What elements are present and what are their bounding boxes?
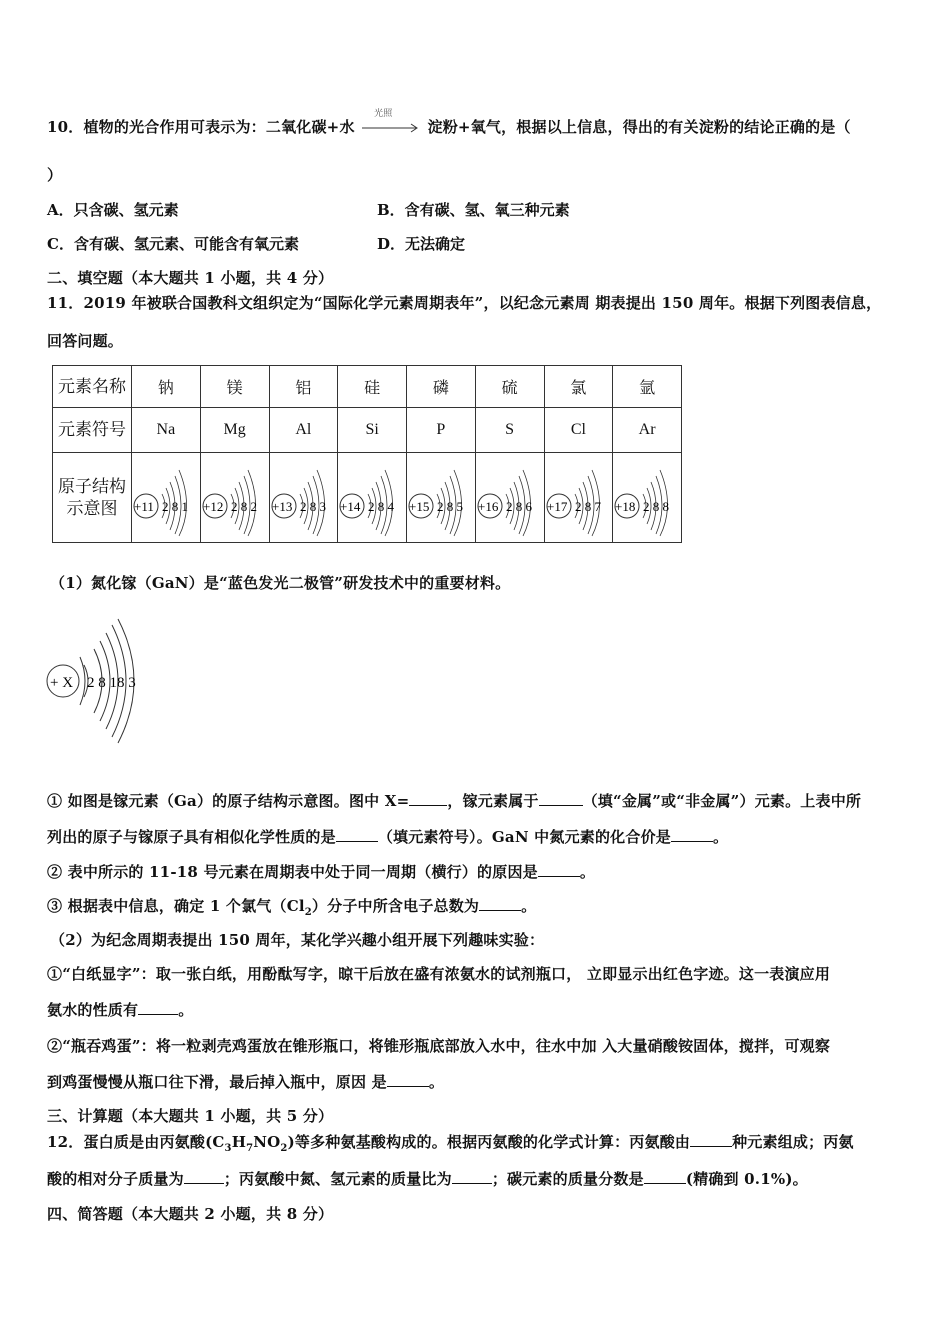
sub1-text-d: 列出的原子与镓原子具有相似化学性质的是 (47, 828, 336, 846)
element-symbol-cell: S (475, 408, 544, 453)
element-name-row (53, 366, 682, 408)
structure-header-line1: 原子结构 (58, 476, 126, 497)
atom-structure-row (53, 453, 682, 543)
sub1-text-f: 。 (712, 828, 729, 846)
sub3-text-c: 。 (521, 897, 537, 915)
element-name-cell: 氯 (544, 366, 613, 408)
structure-header (53, 453, 132, 543)
nucleus-charge-label: +13 (271, 498, 292, 514)
q12-line2 (47, 1168, 808, 1189)
q12-text-d: )等多种氨基酸构成的。根据丙氨酸的化学式计算：丙氨酸由 (287, 1133, 691, 1151)
section2-title: 二、填空题（本大题共 1 小题，共 4 分） (47, 269, 334, 287)
q11-exp2-line2 (47, 1071, 444, 1092)
q11-sub1-line1 (47, 790, 861, 811)
atom-diagram-cell (407, 453, 476, 543)
shell-electron-label: 2 8 8 (643, 498, 670, 514)
atom-diagram-cell (613, 453, 682, 543)
q10-text-before: 10．植物的光合作用可表示为：二氧化碳+水 (47, 118, 355, 136)
q12-text-e: 种元素组成；丙氨 (732, 1133, 854, 1151)
atom-diagram (338, 458, 408, 538)
answer-blank-electrons[interactable] (479, 896, 521, 911)
answer-blank-metal[interactable] (539, 791, 583, 806)
ga-nucleus-label: + X (50, 675, 74, 691)
q10-option-b[interactable]: B．含有碳、氢、氧三种元素 (377, 201, 570, 219)
atom-diagram-cell (544, 453, 613, 543)
name-header: 元素名称 (53, 366, 132, 408)
atom-diagram-cell (475, 453, 544, 543)
sub1-text-e: （填元素符号）。GaN 中氮元素的化合价是 (377, 828, 671, 846)
element-symbol-cell: Al (269, 408, 338, 453)
q12-line1 (47, 1131, 854, 1154)
nucleus-charge-label: +14 (340, 498, 361, 514)
atom-diagram (545, 458, 615, 538)
q10-option-a[interactable]: A．只含碳、氢元素 (47, 201, 179, 219)
sub3-text-b: ）分子中所含电子总数为 (311, 897, 480, 915)
atom-diagram-cell (269, 453, 338, 543)
q10-option-d[interactable]: D．无法确定 (377, 235, 466, 253)
element-name-cell: 磷 (407, 366, 476, 408)
element-name-cell: 硅 (338, 366, 407, 408)
element-symbol-cell: Ar (613, 408, 682, 453)
answer-blank-element-count[interactable] (690, 1132, 732, 1147)
q11-part2-intro: （2）为纪念周期表提出 150 周年，某化学兴趣小组开展下列趣味实验： (50, 931, 545, 949)
element-symbol-cell: Cl (544, 408, 613, 453)
element-name-cell: 镁 (200, 366, 269, 408)
ga-shell-label: 2 8 18 3 (87, 675, 136, 691)
reaction-arrow (360, 109, 422, 137)
shell-electron-label: 2 8 4 (368, 498, 395, 514)
shell-electron-label: 2 8 5 (437, 498, 463, 514)
gallium-atom-diagram (40, 605, 160, 755)
answer-blank-valence[interactable] (671, 827, 713, 842)
q12-text-b: H (231, 1133, 247, 1151)
element-symbol-cell: Na (132, 408, 201, 453)
nucleus-charge-label: +11 (134, 498, 154, 514)
nucleus-charge-label: +17 (546, 498, 567, 514)
sub2-text-a: ② 表中所示的 11-18 号元素在周期表中处于同一周期（横行）的原因是 (47, 863, 538, 881)
nucleus-charge-label: +15 (409, 498, 430, 514)
sub1-text-b: ，镓元素属于 (447, 792, 539, 810)
element-table (52, 365, 682, 543)
q11-exp2-line1: ②“瓶吞鸡蛋”：将一粒剥壳鸡蛋放在锥形瓶口，将锥形瓶底部放入水中，往水中加 入大量硝酸铵固体，搅拌，可观察 (47, 1037, 831, 1055)
answer-blank-period-reason[interactable] (538, 862, 580, 877)
q10-option-c[interactable]: C．含有碳、氢元素、可能含有氧元素 (47, 235, 299, 253)
sub3-text-a: ③ 根据表中信息，确定 1 个氯气（Cl (47, 897, 305, 915)
element-symbol-cell: P (407, 408, 476, 453)
q10-text-after: 淀粉+氧气，根据以上信息，得出的有关淀粉的结论正确的是（ (427, 118, 851, 136)
structure-header-line2: 示意图 (66, 498, 118, 519)
element-symbol-row (53, 408, 682, 453)
q10-close-paren: ） (47, 166, 63, 184)
q12-sub-c: 3 (224, 1143, 232, 1154)
q11-stem-line2: 回答问题。 (47, 332, 124, 350)
q11-sub1-line2 (47, 826, 728, 847)
q12-text-a: 12．蛋白质是由丙氨酸(C (47, 1133, 225, 1151)
q12-sub-h: 7 (246, 1143, 254, 1154)
answer-blank-symbol[interactable] (336, 827, 378, 842)
symbol-header: 元素符号 (53, 408, 132, 453)
shell-electron-label: 2 8 3 (299, 498, 326, 514)
sub3-subscript: 2 (304, 907, 312, 918)
nucleus-charge-label: +18 (615, 498, 636, 514)
exp1-text-c: 。 (178, 1001, 194, 1019)
q12-text-h: ；碳元素的质量分数是 (491, 1170, 644, 1188)
nucleus-charge-label: +12 (202, 498, 224, 514)
q12-text-i: (精确到 0.1%)。 (685, 1170, 808, 1188)
answer-blank-molar-mass[interactable] (184, 1169, 224, 1184)
section4-title: 四、简答题（本大题共 2 小题，共 8 分） (47, 1205, 334, 1223)
element-symbol-cell: Si (338, 408, 407, 453)
answer-blank-x[interactable] (409, 791, 447, 806)
element-symbol-cell: Mg (200, 408, 269, 453)
shell-electron-label: 2 8 2 (230, 498, 257, 514)
section3-title: 三、计算题（本大题共 1 小题，共 5 分） (47, 1107, 334, 1125)
shell-electron-label: 2 8 7 (574, 498, 601, 514)
arrow-icon (360, 119, 422, 137)
atom-diagram-cell (200, 453, 269, 543)
exp2-text-b: 到鸡蛋慢慢从瓶口往下滑，最后掉入瓶中，原因 是 (47, 1073, 387, 1091)
exp1-text-b: 氨水的性质有 (47, 1001, 139, 1019)
atom-diagram (613, 458, 683, 538)
atom-diagram (407, 458, 477, 538)
q11-sub2 (47, 861, 595, 882)
arrow-condition: 光照 (374, 109, 393, 119)
answer-blank-ammonia[interactable] (138, 1000, 178, 1015)
answer-blank-carbon-fraction[interactable] (644, 1169, 686, 1184)
sub2-text-b: 。 (579, 863, 596, 881)
atom-diagram-cell (132, 453, 201, 543)
answer-blank-mass-ratio[interactable] (452, 1169, 492, 1184)
answer-blank-egg-reason[interactable] (387, 1072, 429, 1087)
atom-diagram (201, 458, 271, 538)
atom-diagram (132, 458, 202, 538)
shell-electron-label: 2 8 6 (505, 498, 532, 514)
nucleus-charge-label: +16 (477, 498, 499, 514)
element-name-cell: 氩 (613, 366, 682, 408)
element-name-cell: 硫 (475, 366, 544, 408)
shell-electron-label: 2 8 1 (162, 498, 188, 514)
q12-sub-o: 2 (280, 1143, 288, 1154)
atom-diagram (270, 458, 340, 538)
sub1-text-c: （填“金属”或“非金属”）元素。上表中所 (582, 792, 862, 810)
sub1-text-a: ① 如图是镓元素（Ga）的原子结构示意图。图中 X= (47, 792, 410, 810)
q11-stem-line1: 11．2019 年被联合国教科文组织定为“国际化学元素周期表年”，以纪念元素周 期表提出 150 周年。根据下列图表信息， (47, 294, 882, 312)
q11-exp1-line1: ①“白纸显字”：取一张白纸，用酚酞写字，晾干后放在盛有浓氨水的试剂瓶口， 立即显示出红色字迹。这一表演应用 (47, 965, 831, 983)
atom-diagram (476, 458, 546, 538)
exp2-text-c: 。 (428, 1073, 445, 1091)
q11-sub3 (47, 895, 536, 918)
q12-text-g: ；丙氨酸中氮、氢元素的质量比为 (223, 1170, 452, 1188)
element-name-cell: 钠 (132, 366, 201, 408)
q12-text-c: NO (253, 1133, 281, 1151)
q10-stem (47, 109, 851, 137)
q11-part1-intro: （1）氮化镓（GaN）是“蓝色发光二极管”研发技术中的重要材料。 (50, 574, 511, 592)
q12-text-f: 酸的相对分子质量为 (47, 1170, 184, 1188)
atom-diagram-cell (338, 453, 407, 543)
element-name-cell: 铝 (269, 366, 338, 408)
q11-exp1-line2 (47, 999, 193, 1020)
